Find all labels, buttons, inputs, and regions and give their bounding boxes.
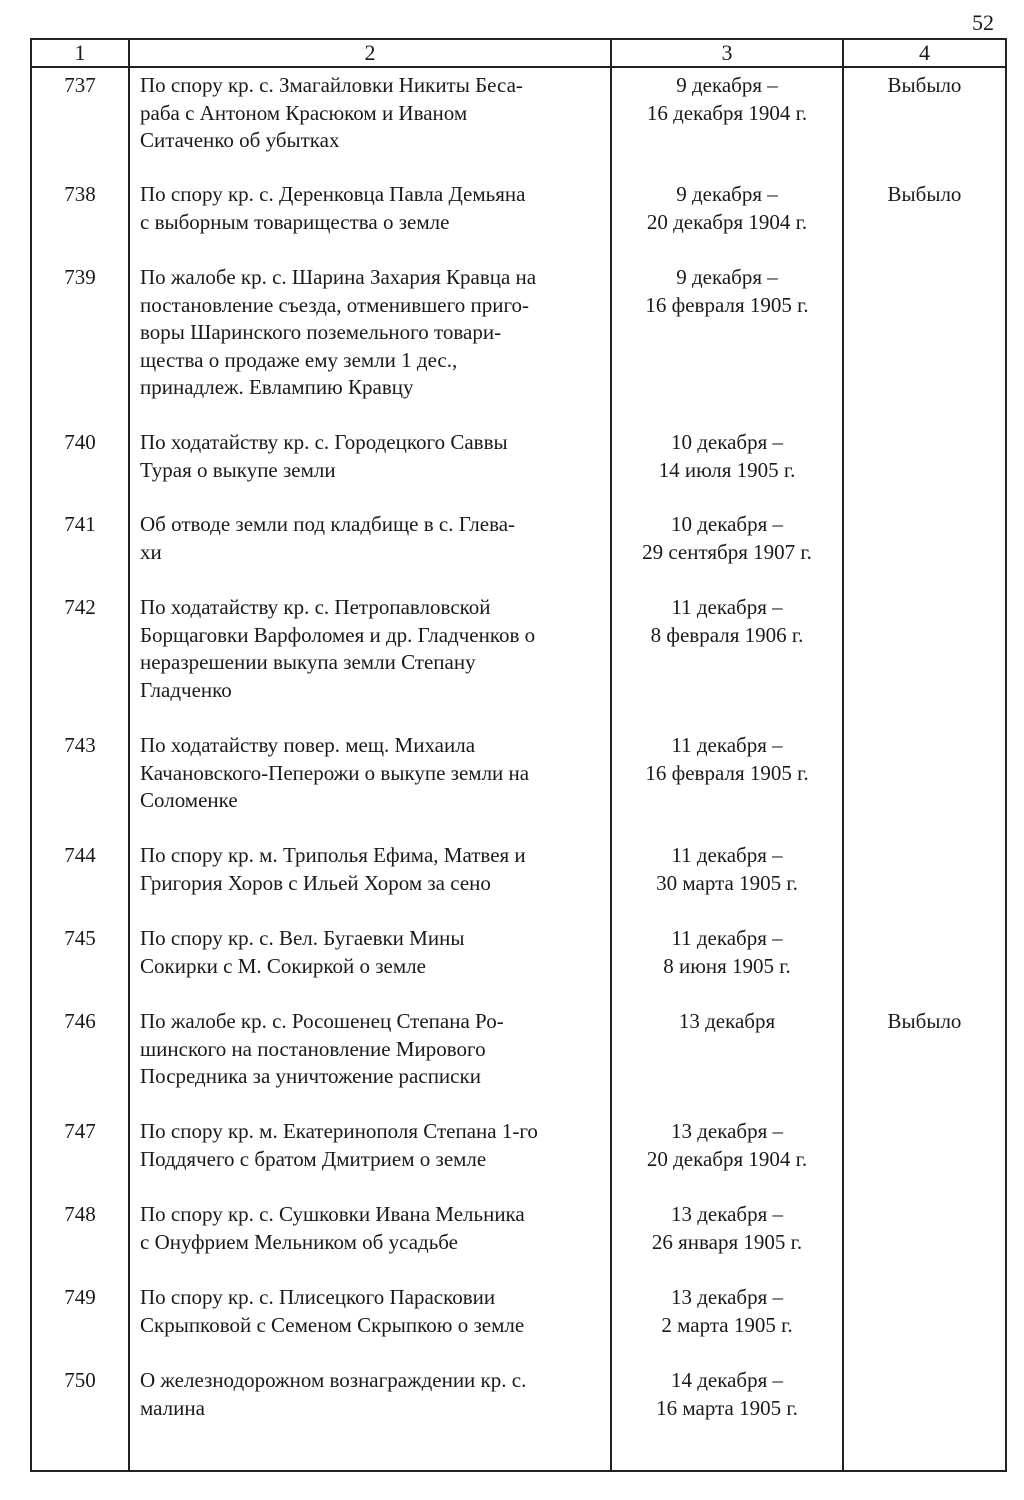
- page-number: 52: [972, 10, 994, 35]
- case-note: [843, 921, 1006, 1004]
- case-number: 741: [31, 507, 129, 590]
- table-row: [31, 590, 1006, 728]
- date-line: 16 декабря 1904 г.: [646, 100, 808, 125]
- table-row: [31, 1363, 1006, 1443]
- date-line: 11 декабря –: [671, 843, 783, 867]
- case-dates: [611, 1114, 843, 1197]
- case-dates: [611, 590, 843, 728]
- table-row: [31, 507, 1006, 590]
- date-line: 26 января 1905 г.: [651, 1229, 803, 1254]
- case-dates: [611, 1280, 843, 1363]
- description-line: принадлеж. Евлампию Кравцу: [140, 375, 414, 399]
- description-line: раба с Антоном Красюком и Иваном: [140, 100, 468, 125]
- spacer-cell: [843, 1443, 1006, 1471]
- description-line: Ситаченко об убытках: [140, 128, 340, 152]
- date-line: 2 марта 1905 г.: [661, 1312, 793, 1337]
- table-row: [31, 425, 1006, 507]
- table-spacer-row: [31, 1443, 1006, 1471]
- date-line: 16 февраля 1905 г.: [645, 760, 809, 785]
- description-line: По ходатайству кр. с. Петропавловской: [140, 595, 491, 619]
- description-line: Качановского-Пеперожи о выкупе земли на: [140, 760, 530, 785]
- case-description: [129, 507, 611, 590]
- table-row: [31, 921, 1006, 1004]
- case-description: [129, 425, 611, 507]
- date-line: 20 декабря 1904 г.: [646, 209, 808, 234]
- description-line: По спору кр. с. Змагайловки Никиты Беса-: [140, 73, 523, 97]
- case-dates: [611, 1197, 843, 1280]
- description-line: О железнодорожном вознаграждении кр. с.: [140, 1368, 527, 1392]
- description-line: малина: [140, 1395, 205, 1420]
- description-line: Сокирки с М. Сокиркой о земле: [140, 953, 426, 978]
- description-line: Соломенке: [140, 788, 238, 812]
- date-line: 9 декабря –: [676, 73, 778, 97]
- description-line: Посредника за уничтожение расписки: [140, 1064, 481, 1088]
- date-line: 13 декабря –: [670, 1202, 784, 1226]
- description-line: Григория Хоров с Ильей Хором за сено: [140, 870, 491, 895]
- description-line: По спору кр. м. Триполья Ефима, Матвея и: [140, 843, 526, 867]
- case-description: [129, 1363, 611, 1443]
- case-description: [129, 1197, 611, 1280]
- header-row: [31, 39, 1006, 67]
- case-dates: [611, 1004, 843, 1114]
- table-row: [31, 838, 1006, 921]
- description-line: шинского на постановление Мирового: [140, 1036, 486, 1061]
- case-number: 747: [31, 1114, 129, 1197]
- case-description: [129, 838, 611, 921]
- spacer-cell: [129, 1443, 611, 1471]
- table-row: [31, 1004, 1006, 1114]
- case-number: 749: [31, 1280, 129, 1363]
- date-line: 10 декабря –: [670, 512, 784, 536]
- date-line: 8 июня 1905 г.: [663, 953, 791, 978]
- archive-inventory-table: [30, 38, 1007, 1472]
- case-description: [129, 1004, 611, 1114]
- date-line: 16 февраля 1905 г.: [645, 292, 809, 317]
- case-description: [129, 728, 611, 838]
- case-dates: [611, 260, 843, 425]
- description-line: с Онуфрием Мельником об усадьбе: [140, 1229, 459, 1254]
- description-line: По спору кр. м. Екатеринополя Степана 1-го: [140, 1119, 538, 1143]
- case-number: 742: [31, 590, 129, 728]
- case-dates: [611, 177, 843, 260]
- table-row: [31, 1280, 1006, 1363]
- case-description: [129, 1114, 611, 1197]
- case-note: Выбыло: [843, 177, 1006, 260]
- case-dates: [611, 728, 843, 838]
- description-line: Борщаговки Варфоломея и др. Гладченков о: [140, 622, 536, 647]
- description-line: хи: [140, 539, 162, 564]
- date-line: 29 сентября 1907 г.: [642, 539, 812, 564]
- case-number: 738: [31, 177, 129, 260]
- table-row: [31, 177, 1006, 260]
- column-header-3: 3: [611, 39, 843, 67]
- column-header-1: 1: [31, 39, 129, 67]
- date-line: 9 декабря –: [676, 182, 778, 206]
- date-line: 11 декабря –: [671, 926, 783, 950]
- column-header-4: 4: [843, 39, 1006, 67]
- case-note: [843, 590, 1006, 728]
- case-note: [843, 425, 1006, 507]
- description-line: щества о продаже ему земли 1 дес.,: [140, 347, 458, 372]
- case-description: [129, 177, 611, 260]
- spacer-cell: [611, 1443, 843, 1471]
- description-line: По спору кр. с. Вел. Бугаевки Мины: [140, 926, 465, 950]
- description-line: Гладченко: [140, 677, 232, 702]
- date-line: 14 декабря –: [670, 1368, 784, 1392]
- description-line: По ходатайству кр. с. Городецкого Саввы: [140, 430, 508, 454]
- table-row: [31, 1114, 1006, 1197]
- date-line: 9 декабря –: [676, 265, 778, 289]
- case-dates: [611, 1363, 843, 1443]
- table-row: [31, 260, 1006, 425]
- case-note: [843, 1114, 1006, 1197]
- date-line: 20 декабря 1904 г.: [646, 1146, 808, 1171]
- case-dates: [611, 67, 843, 177]
- case-description: [129, 67, 611, 177]
- date-line: 13 декабря –: [670, 1119, 784, 1143]
- description-line: Турая о выкупе земли: [140, 457, 336, 482]
- description-line: Об отводе земли под кладбище в с. Глева-: [140, 512, 516, 536]
- date-line: 10 декабря –: [670, 430, 784, 454]
- case-number: 748: [31, 1197, 129, 1280]
- case-dates: [611, 425, 843, 507]
- description-line: неразрешении выкупа земли Степану: [140, 650, 476, 674]
- table-row: [31, 1197, 1006, 1280]
- description-line: По жалобе кр. с. Шарина Захария Кравца на: [140, 265, 537, 289]
- case-note: [843, 1197, 1006, 1280]
- case-number: 750: [31, 1363, 129, 1443]
- case-description: [129, 1280, 611, 1363]
- description-line: воры Шаринского поземельного товари-: [140, 320, 502, 344]
- description-line: с выборным товарищества о земле: [140, 209, 450, 234]
- case-note: [843, 507, 1006, 590]
- case-description: [129, 590, 611, 728]
- description-line: По жалобе кр. с. Росошенец Степана Ро-: [140, 1009, 504, 1033]
- description-line: По ходатайству повер. мещ. Михаила: [140, 733, 476, 757]
- case-number: 743: [31, 728, 129, 838]
- table-body: [31, 67, 1006, 1471]
- column-header-2: 2: [129, 39, 611, 67]
- date-line: 13 декабря: [678, 1009, 776, 1033]
- table-header: [31, 39, 1006, 67]
- case-note: [843, 1280, 1006, 1363]
- date-line: 11 декабря –: [671, 733, 783, 757]
- date-line: 13 декабря –: [670, 1285, 784, 1309]
- case-description: [129, 921, 611, 1004]
- description-line: Скрыпковой с Семеном Скрыпкою о земле: [140, 1312, 525, 1337]
- case-note: [843, 838, 1006, 921]
- description-line: По спору кр. с. Плисецкого Парасковии: [140, 1285, 496, 1309]
- case-dates: [611, 838, 843, 921]
- date-line: 14 июля 1905 г.: [658, 457, 796, 482]
- description-line: По спору кр. с. Деренковца Павла Демьяна: [140, 182, 526, 206]
- case-number: 746: [31, 1004, 129, 1114]
- description-line: постановление съезда, отменившего приго-: [140, 292, 530, 317]
- case-note: [843, 1363, 1006, 1443]
- case-description: [129, 260, 611, 425]
- date-line: 8 февраля 1906 г.: [650, 622, 804, 647]
- case-number: 739: [31, 260, 129, 425]
- case-number: 740: [31, 425, 129, 507]
- description-line: Поддячего с братом Дмитрием о земле: [140, 1146, 487, 1171]
- date-line: 16 марта 1905 г.: [656, 1395, 798, 1420]
- description-line: По спору кр. с. Сушковки Ивана Мельника: [140, 1202, 525, 1226]
- case-note: Выбыло: [843, 67, 1006, 177]
- spacer-cell: [31, 1443, 129, 1471]
- case-number: 744: [31, 838, 129, 921]
- case-note: Выбыло: [843, 1004, 1006, 1114]
- case-number: 745: [31, 921, 129, 1004]
- case-dates: [611, 921, 843, 1004]
- case-number: 737: [31, 67, 129, 177]
- case-note: [843, 728, 1006, 838]
- case-dates: [611, 507, 843, 590]
- date-line: 11 декабря –: [671, 595, 783, 619]
- table-row: [31, 67, 1006, 177]
- case-note: [843, 260, 1006, 425]
- table-row: [31, 728, 1006, 838]
- date-line: 30 марта 1905 г.: [656, 870, 798, 895]
